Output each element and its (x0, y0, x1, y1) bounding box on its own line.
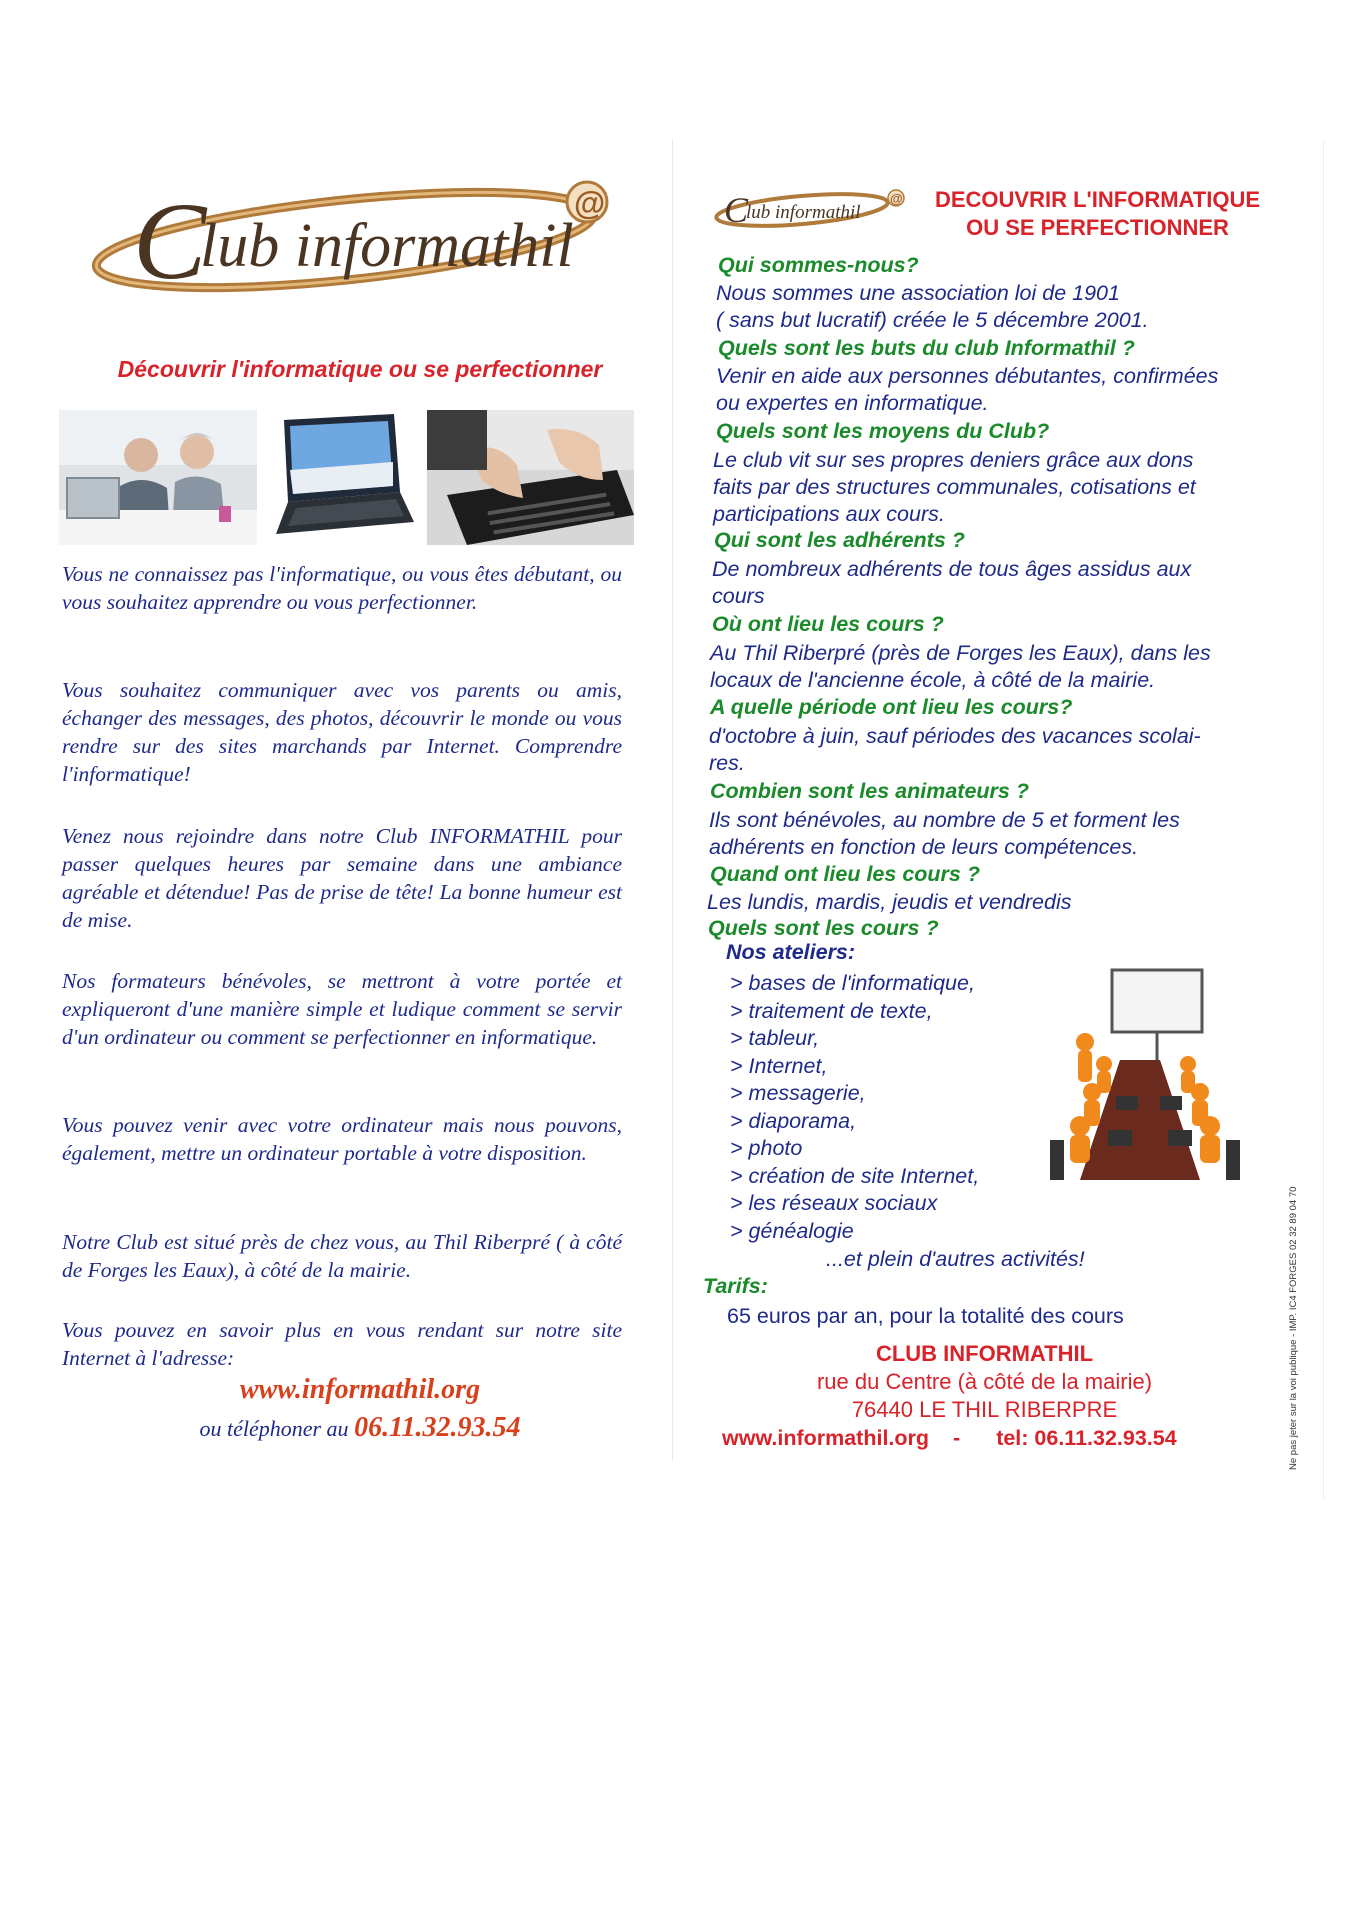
right-heading (905, 186, 1290, 242)
svg-text:C: C (133, 180, 207, 302)
more-activities: ...et plein d'autres activités! (826, 1247, 1085, 1271)
faq-answer-5: Au Thil Riberpré (près de Forges les Eaux), dans les locaux de l'ancienne école, à côté de la mairie. (710, 641, 1211, 692)
svg-text:C: C (724, 190, 749, 230)
faq-question-9: Quels sont les cours ? (708, 916, 939, 940)
faq-question-8: Quand ont lieu les cours ? (710, 862, 980, 886)
left-paragraph-4: Nos formateurs bénévoles, se mettront à votre portée et expliqueront d'une manière simple et ludique comment se servir d'un ordinateur ou comment se perfectionner en informatique. (62, 969, 622, 1049)
keyboard-typing-photo (427, 410, 634, 545)
right-website-link[interactable]: www.informathil.org (722, 1426, 930, 1450)
list-item: > diaporama, (730, 1108, 857, 1133)
faq-answer-6: d'octobre à juin, sauf périodes des vacances scolai- res. (709, 724, 1201, 775)
left-paragraph-6: Notre Club est situé près de chez vous, au Thil Riberpré ( à côté de Forges les Eaux), à côté de la mairie. (62, 1230, 622, 1282)
laptop-photo (266, 410, 416, 545)
left-subtitle: Découvrir l'informatique ou se perfectionner (117, 356, 603, 382)
right-heading-line2: OU SE PERFECTIONNER (966, 215, 1229, 240)
list-item: > les réseaux sociaux (730, 1191, 938, 1215)
svg-text:lub informathil: lub informathil (200, 212, 574, 280)
faq-question-2: Quels sont les buts du club Informathil ? (718, 336, 1135, 360)
club-street: rue du Centre (à côté de la mairie) (816, 1369, 1153, 1394)
faq-question-1: Qui sommes-nous? (718, 253, 919, 277)
left-paragraph-1: Vous ne connaissez pas l'informatique, ou vous êtes débutant, ou vous souhaitez apprendre ou vous perfectionner. (62, 562, 622, 614)
right-contact-line (722, 1426, 1242, 1451)
club-name: CLUB INFORMATHIL (875, 1341, 1094, 1366)
left-website-link[interactable]: www.informathil.org (239, 1374, 481, 1405)
club-logo (75, 170, 635, 330)
list-item: > bases de l'informatique, (730, 971, 975, 995)
ateliers-title: Nos ateliers: (726, 940, 856, 964)
left-paragraph-3: Venez nous rejoindre dans notre Club INFORMATHIL pour passer quelques heures par semaine dans une ambiance agréable et détendue! Pas de prise de tête! La bonne humeur est de mise. (62, 824, 622, 932)
ateliers-list (730, 970, 979, 1245)
phone-prefix: ou téléphoner au (199, 1416, 349, 1441)
faq-question-3: Quels sont les moyens du Club? (716, 419, 1050, 443)
fold-line (672, 140, 673, 1460)
left-paragraph-7: Vous pouvez en savoir plus en vous rendant sur notre site Internet à l'adresse: (62, 1318, 622, 1370)
classroom-illustration (1020, 960, 1265, 1200)
left-phone-number[interactable]: 06.11.32.93.54 (354, 1412, 521, 1443)
separator: - (953, 1426, 961, 1450)
left-paragraph-5: Vous pouvez venir avec votre ordinateur mais nous pouvons, également, mettre un ordinateur portable à votre disposition. (62, 1113, 622, 1165)
club-city: 76440 LE THIL RIBERPRE (851, 1397, 1118, 1422)
faq-answer-4: De nombreux adhérents de tous âges assidus aux cours (712, 557, 1192, 608)
list-item: > tableur, (730, 1026, 820, 1050)
right-phone[interactable]: tel: 06.11.32.93.54 (996, 1426, 1177, 1450)
edge-line (1323, 140, 1324, 1500)
svg-text:@: @ (890, 191, 903, 206)
faq-answer-8: Les lundis, mardis, jeudis et vendredis (707, 890, 1072, 914)
faq-question-7: Combien sont les animateurs ? (710, 779, 1029, 803)
tarifs-text: 65 euros par an, pour la totalité des cours (727, 1304, 1124, 1328)
faq-answer-7: Ils sont bénévoles, au nombre de 5 et forment les adhérents en fonction de leurs compétences. (709, 808, 1180, 859)
faq-answer-3: Le club vit sur ses propres deniers grâce aux dons faits par des structures communales, cotisations et participations aux cours. (713, 448, 1196, 526)
list-item: > création de site Internet, (730, 1163, 980, 1188)
list-item: > Internet, (730, 1053, 828, 1078)
list-item: > messagerie, (730, 1081, 866, 1105)
faq-answer-2: Venir en aide aux personnes débutantes, confirmées ou expertes en informatique. (716, 364, 1219, 415)
list-item: > traitement de texte, (730, 998, 933, 1023)
list-item: > photo (730, 1136, 803, 1160)
left-paragraph-2: Vous souhaitez communiquer avec vos parents ou amis, échanger des messages, des photos, découvrir le monde ou vous rendre sur des sites marchands par Internet. Comprendre l'informatique! (62, 678, 622, 786)
seniors-at-computer-photo (59, 410, 257, 545)
tarifs-title: Tarifs: (703, 1274, 768, 1298)
club-address (712, 1340, 1257, 1424)
svg-text:@: @ (574, 185, 606, 221)
faq-question-4: Qui sont les adhérents ? (714, 528, 965, 552)
faq-question-5: Où ont lieu les cours ? (712, 612, 944, 636)
faq-question-6: A quelle période ont lieu les cours? (710, 695, 1073, 719)
right-heading-line1: DECOUVRIR L'INFORMATIQUE (934, 187, 1261, 212)
club-logo-small (712, 184, 912, 236)
faq-answer-1: Nous sommes une association loi de 1901 ( sans but lucratif) créée le 5 décembre 2001. (716, 281, 1149, 332)
list-item: > généalogie (730, 1218, 854, 1243)
left-phone-line (80, 1412, 640, 1444)
svg-text:lub informathil: lub informathil (746, 202, 861, 223)
printer-note: Ne pas jeter sur la voi publique - IMP. IC4 FORGES 02 32 89 04 70 (1288, 1186, 1299, 1470)
